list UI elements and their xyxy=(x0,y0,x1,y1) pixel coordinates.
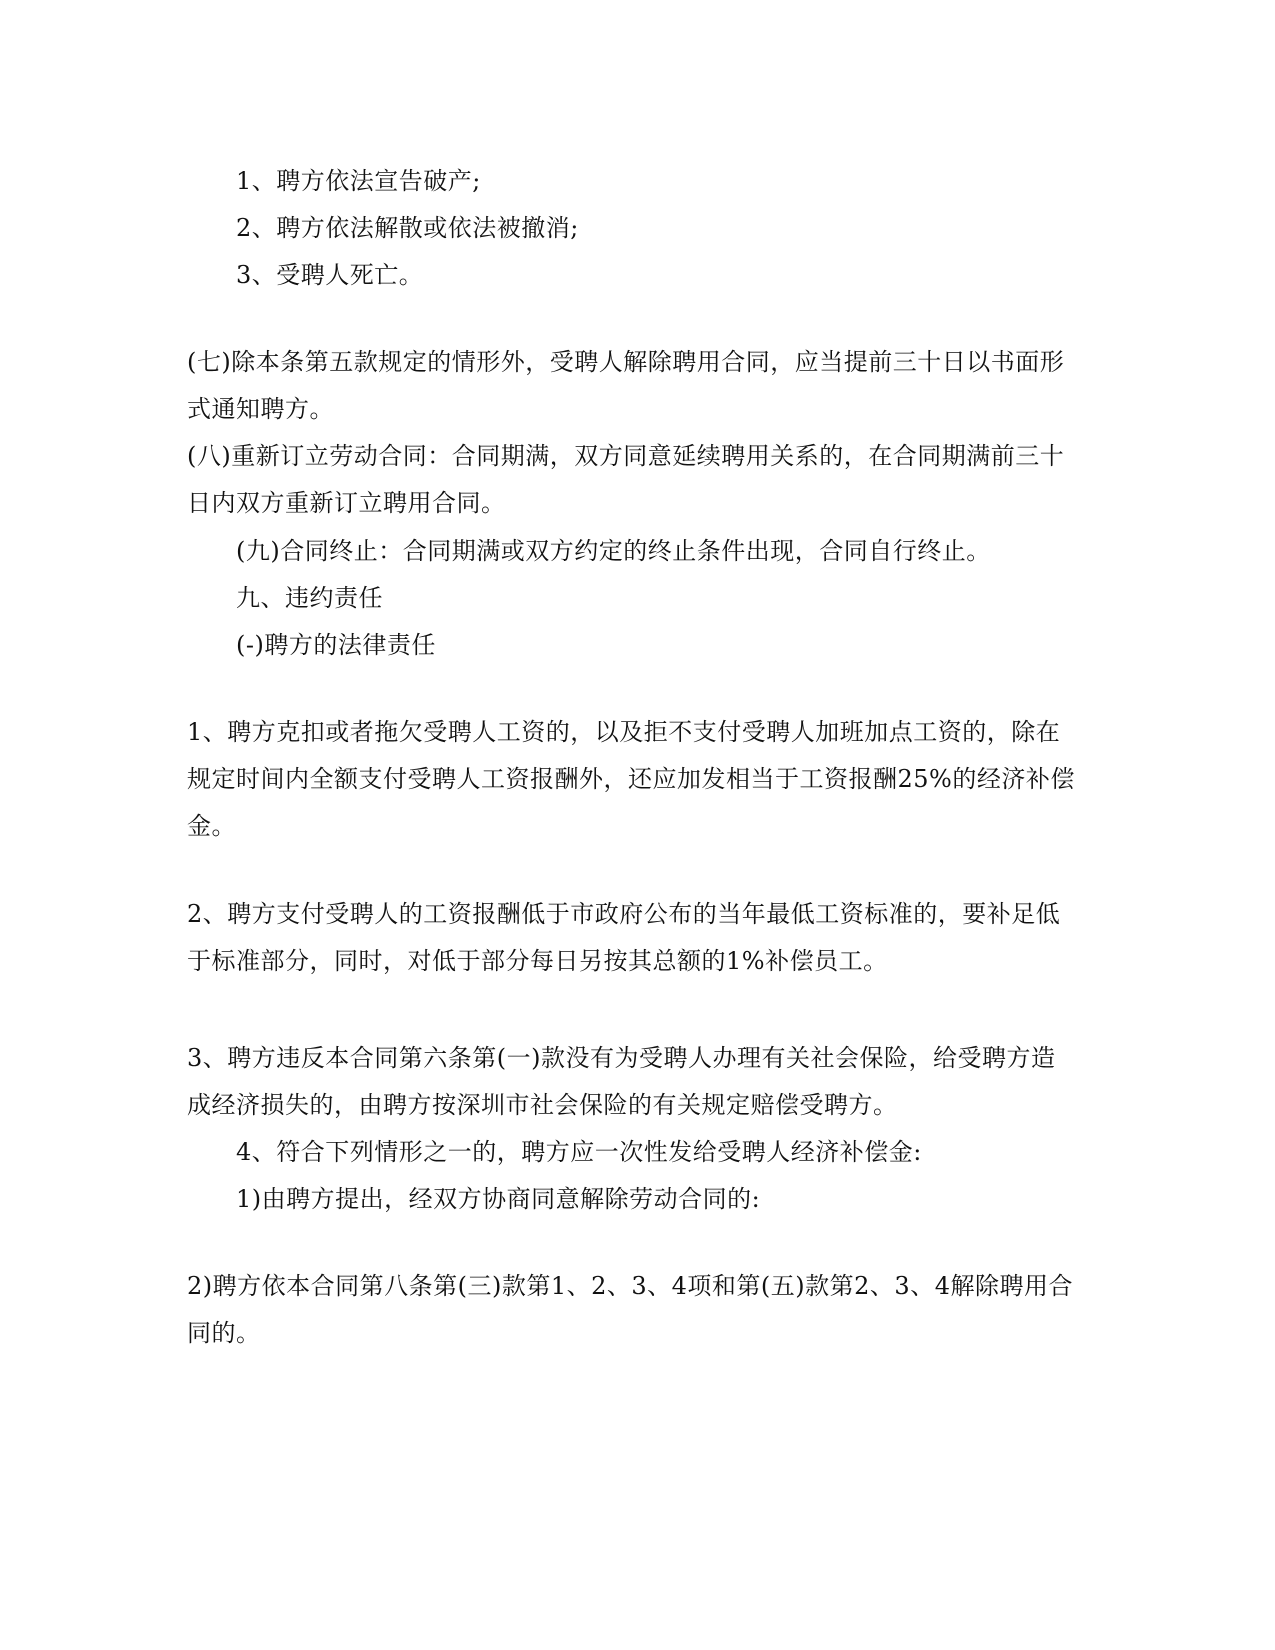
paragraph-clause-9: (九)合同终止：合同期满或双方约定的终止条件出现，合同自行终止。 xyxy=(236,537,991,565)
paragraph-clause-7-line-1: (七)除本条第五款规定的情形外，受聘人解除聘用合同，应当提前三十日以书面形 xyxy=(187,348,1065,376)
paragraph-item-4: 4、符合下列情形之一的，聘方应一次性发给受聘人经济补偿金: xyxy=(236,1138,922,1166)
list-item-sub-1: 1)由聘方提出，经双方协商同意解除劳动合同的: xyxy=(236,1185,761,1213)
paragraph-item-3-line-2: 成经济损失的，由聘方按深圳市社会保险的有关规定赔偿受聘方。 xyxy=(187,1091,898,1119)
paragraph-item-1-line-2: 规定时间内全额支付受聘人工资报酬外，还应加发相当于工资报酬25%的经济补偿 xyxy=(187,765,1075,793)
paragraph-item-2-line-2: 于标准部分，同时，对低于部分每日另按其总额的1%补偿员工。 xyxy=(187,947,888,975)
paragraph-clause-8-line-2: 日内双方重新订立聘用合同。 xyxy=(187,489,506,517)
paragraph-item-1-line-3: 金。 xyxy=(187,812,236,840)
paragraph-clause-8-line-1: (八)重新订立劳动合同：合同期满，双方同意延续聘用关系的，在合同期满前三十 xyxy=(187,442,1065,470)
paragraph-item-2-line-1: 2、聘方支付受聘人的工资报酬低于市政府公布的当年最低工资标准的，要补足低 xyxy=(187,900,1061,928)
list-item-death: 3、受聘人死亡。 xyxy=(236,261,424,289)
paragraph-clause-7-line-2: 式通知聘方。 xyxy=(187,395,334,423)
list-item-sub-2-line-1: 2)聘方依本合同第八条第(三)款第1、2、3、4项和第(五)款第2、3、4解除聘用合 xyxy=(187,1272,1073,1300)
paragraph-item-3-line-1: 3、聘方违反本合同第六条第(一)款没有为受聘人办理有关社会保险，给受聘方造 xyxy=(187,1044,1056,1072)
list-item-sub-2-line-2: 同的。 xyxy=(187,1319,261,1347)
paragraph-item-1-line-1: 1、聘方克扣或者拖欠受聘人工资的，以及拒不支付受聘人加班加点工资的，除在 xyxy=(187,718,1061,746)
list-item-bankruptcy: 1、聘方依法宣告破产; xyxy=(236,167,481,195)
section-heading-breach: 九、违约责任 xyxy=(236,584,383,612)
subsection-heading-employer-liability: (-)聘方的法律责任 xyxy=(236,631,436,659)
list-item-dissolution: 2、聘方依法解散或依法被撤消; xyxy=(236,214,579,242)
